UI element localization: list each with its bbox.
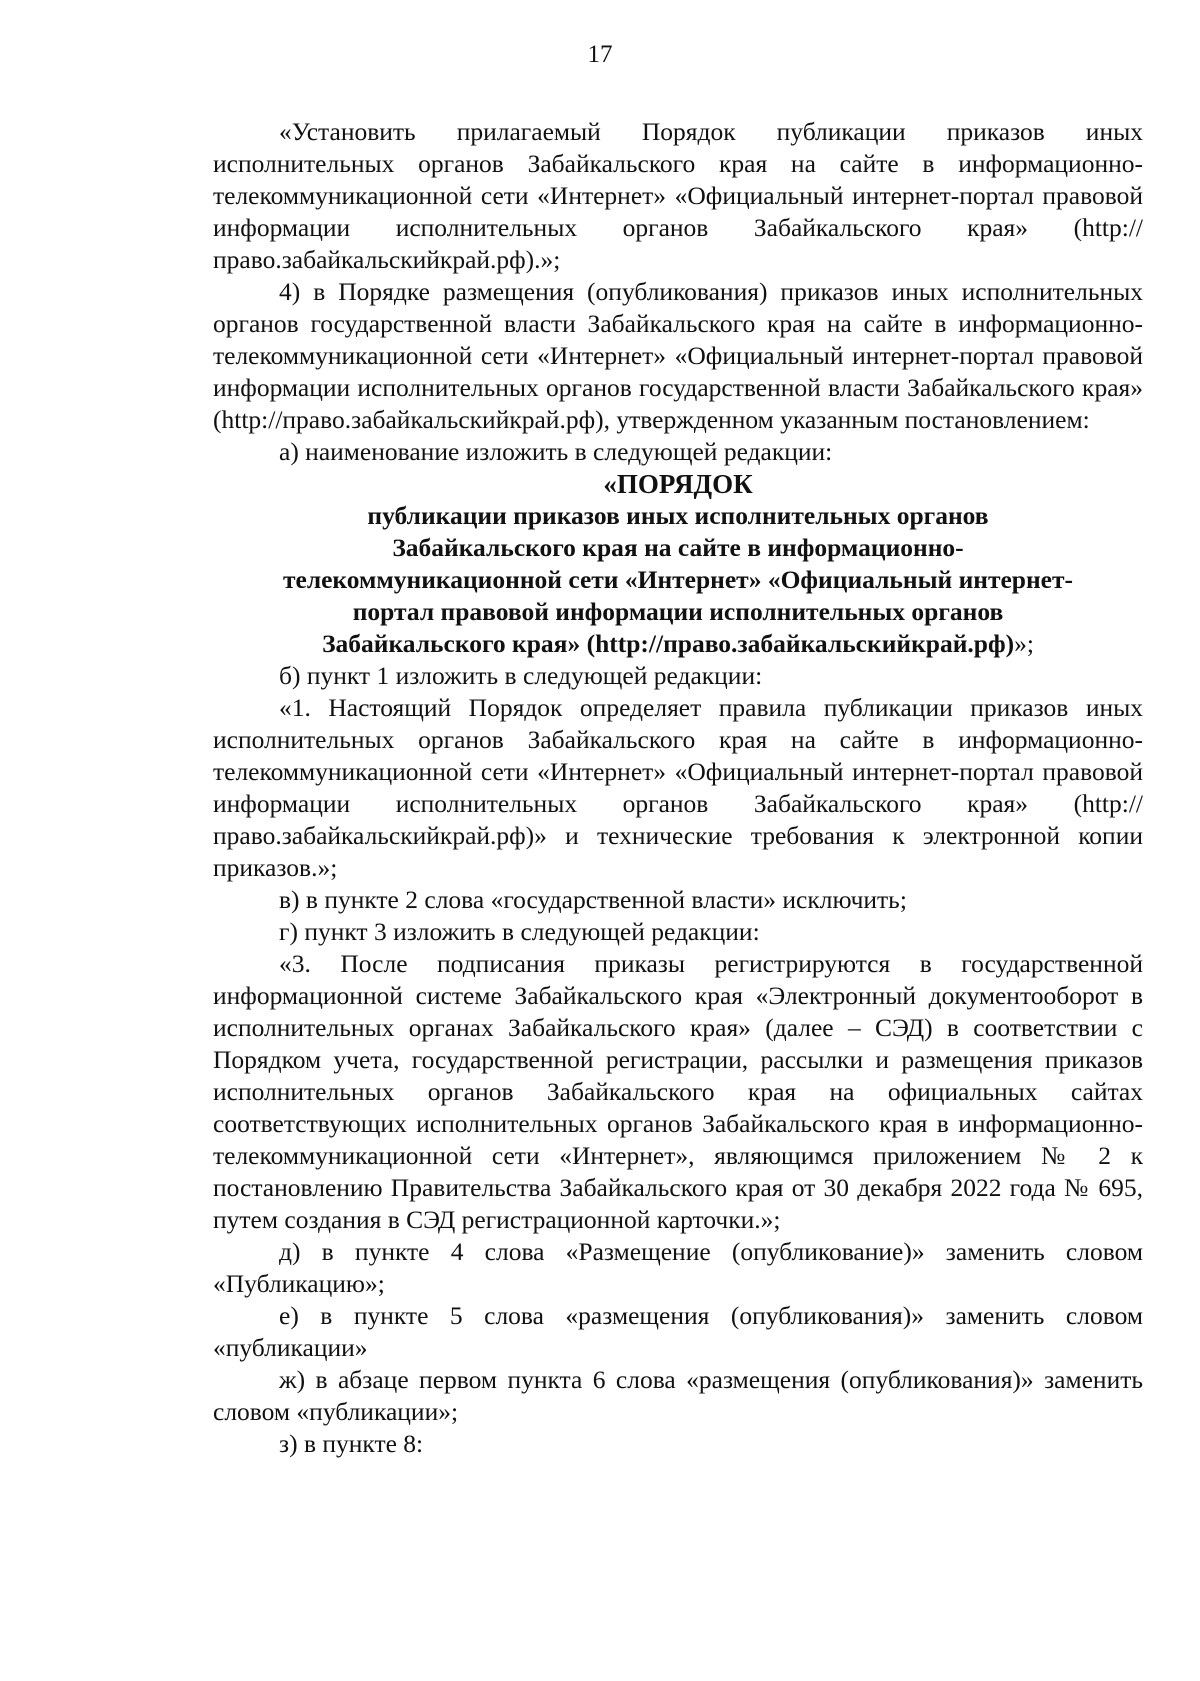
paragraph-subitem-zh: ж) в абзаце первом пункта 6 слова «размещения (опубликования)» заменить словом «публикации»; — [213, 1365, 1143, 1426]
procedure-heading-line: портал правовой информации исполнительных органов — [352, 597, 1004, 626]
paragraph-subitem-g: г) пункт 3 изложить в следующей редакции: — [279, 917, 760, 946]
document-body — [213, 116, 1143, 1460]
paragraph-quote-establish: «Установить прилагаемый Порядок публикации приказов иных исполнительных органов Забайкальского края на сайте в информационно-телекоммуникационной сети «Интернет» «Официальный интернет-портал правовой информации исполнительных органов Забайкальского края» (http://право.забайкальскийкрай.рф).»; — [213, 117, 1143, 274]
procedure-heading-last-line — [213, 628, 1143, 660]
paragraph-subitem-z: з) в пункте 8: — [279, 1429, 424, 1458]
procedure-heading-tail: »; — [1014, 629, 1034, 658]
procedure-heading-title: «ПОРЯДОК — [603, 469, 753, 499]
page-number: 17 — [587, 41, 613, 68]
paragraph-subitem-a: а) наименование изложить в следующей редакции: — [279, 437, 833, 466]
paragraph-subitem-v: в) в пункте 2 слова «государственной власти» исключить; — [279, 885, 907, 914]
procedure-heading-line: Забайкальского края» (http://право.забайкальскийкрай.рф) — [322, 629, 1015, 658]
paragraph-subitem-d: д) в пункте 4 слова «Размещение (опубликование)» заменить словом «Публикацию»; — [213, 1237, 1143, 1298]
procedure-heading — [213, 468, 1143, 660]
procedure-heading-line: телекоммуникационной сети «Интернет» «Официальный интернет- — [282, 565, 1074, 594]
procedure-heading-line: публикации приказов иных исполнительных органов — [367, 501, 989, 530]
paragraph-point-1: «1. Настоящий Порядок определяет правила публикации приказов иных исполнительных органов Забайкальского края на сайте в информационно-телекоммуникационной сети «Интернет» «Официальный интернет-портал правовой информации исполнительных органов Забайкальского края» (http://право.забайкальскийкрай.рф)» и технические требования к электронной копии приказов.»; — [213, 693, 1143, 882]
paragraph-subitem-e: е) в пункте 5 слова «размещения (опубликования)» заменить словом «публикации» — [213, 1301, 1143, 1362]
procedure-heading-line: Забайкальского края на сайте в информационно- — [392, 533, 964, 562]
paragraph-item-4: 4) в Порядке размещения (опубликования) приказов иных исполнительных органов государственной власти Забайкальского края на сайте в информационно-телекоммуникационной сети «Интернет» «Официальный интернет-портал правовой информации исполнительных органов государственной власти Забайкальского края» (http://право.забайкальскийкрай.рф), утвержденном указанным постановлением: — [213, 277, 1143, 434]
paragraph-point-3: «3. После подписания приказы регистрируются в государственной информационной системе Забайкальского края «Электронный документооборот в исполнительных органах Забайкальского края» (далее – СЭД) в соответствии с Порядком учета, государственной регистрации, рассылки и размещения приказов исполнительных органов Забайкальского края на официальных сайтах соответствующих исполнительных органов Забайкальского края в информационно-телекоммуникационной сети «Интернет», являющимся приложением № 2 к постановлению Правительства Забайкальского края от 30 декабря 2022 года № 695, путем создания в СЭД регистрационной карточки.»; — [213, 949, 1143, 1234]
paragraph-subitem-b: б) пункт 1 изложить в следующей редакции: — [279, 661, 763, 690]
